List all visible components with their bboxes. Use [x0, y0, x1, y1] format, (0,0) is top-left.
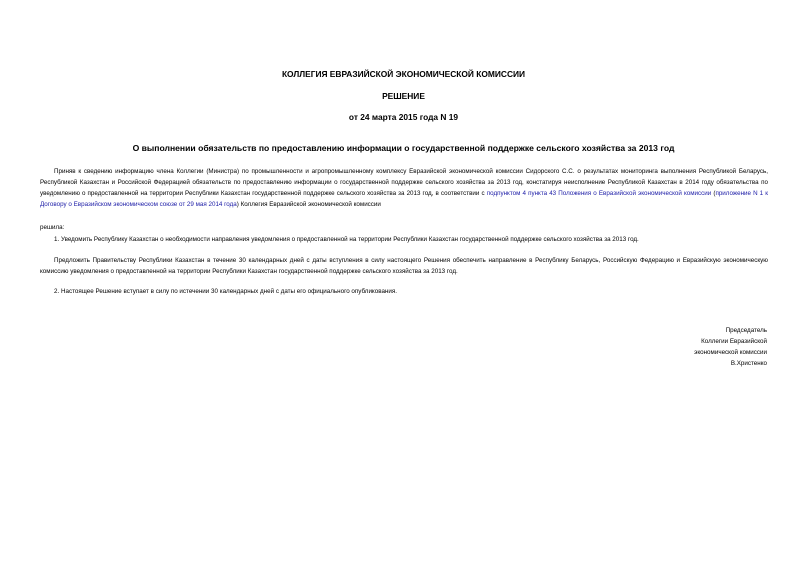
preamble-tail: ) Коллегия Евразийской экономической комиссии — [236, 201, 381, 208]
preamble-text: Приняв к сведению информацию члена Коллегии (Министра) по промышленности и агропромышленному комплексу Евразийской экономической комиссии Сидорского С.С. о результатах мониторинга выполнения Республикой Беларусь, Республикой Казахстан и Российской Федерацией обязательств по предоставлению информации о государственной поддержке сельского хозяйства за 2013 год, констатируя неисполнение Республикой Казахстан в 2014 году обязательства по уведомлению о предоставленной на территории Республики Казахстан государственной поддержке сельского хозяйства за 2013 год, в соответствии с — [40, 168, 768, 197]
item-1-note: Предложить Правительству Республики Казахстан в течение 30 календарных дней с даты вступления в силу настоящего Решения обеспечить направление в Республику Беларусь, Российскую Федерацию и Евразийскую экономическую комиссию уведомления о предоставленной на территории Республики Казахстан государственной поддержке сельского хозяйства за 2013 год. — [40, 257, 768, 275]
preamble-paragraph — [40, 166, 768, 210]
document-title: О выполнении обязательств по предоставлению информации о государственной поддержке сельского хозяйства за 2013 год — [132, 143, 675, 153]
signature-position-line1: Председатель — [725, 327, 767, 334]
signature-name: В.Христенко — [730, 360, 767, 367]
doc-type-heading: РЕШЕНИЕ — [382, 91, 425, 101]
signature-position-line2: Коллегии Евразийской — [701, 338, 767, 345]
date-number: от 24 марта 2015 года N 19 — [348, 112, 459, 122]
treaty-link[interactable]: приложение N 1 к Договору о Евразийском экономическом союзе от 29 мая 2014 года — [40, 190, 768, 208]
item-1: 1. Уведомить Республику Казахстан о необходимости направления уведомления о предоставленной на территории Республики Казахстан государственной поддержке сельского хозяйства за 2013 год. — [54, 236, 639, 243]
signature-block — [694, 325, 767, 369]
regulation-link[interactable]: подпунктом 4 пункта 43 Положения о Евразийской экономической комиссии — [486, 190, 712, 197]
item-2: 2. Настоящее Решение вступает в силу по истечении 30 календарных дней с даты его официального опубликования. — [54, 288, 397, 295]
signature-position-line3: экономической комиссии — [694, 349, 767, 356]
org-heading: КОЛЛЕГИЯ ЕВРАЗИЙСКОЙ ЭКОНОМИЧЕСКОЙ КОМИССИИ — [281, 69, 526, 79]
preamble-mid: ( — [713, 190, 716, 197]
decided-label: решила: — [40, 224, 65, 231]
